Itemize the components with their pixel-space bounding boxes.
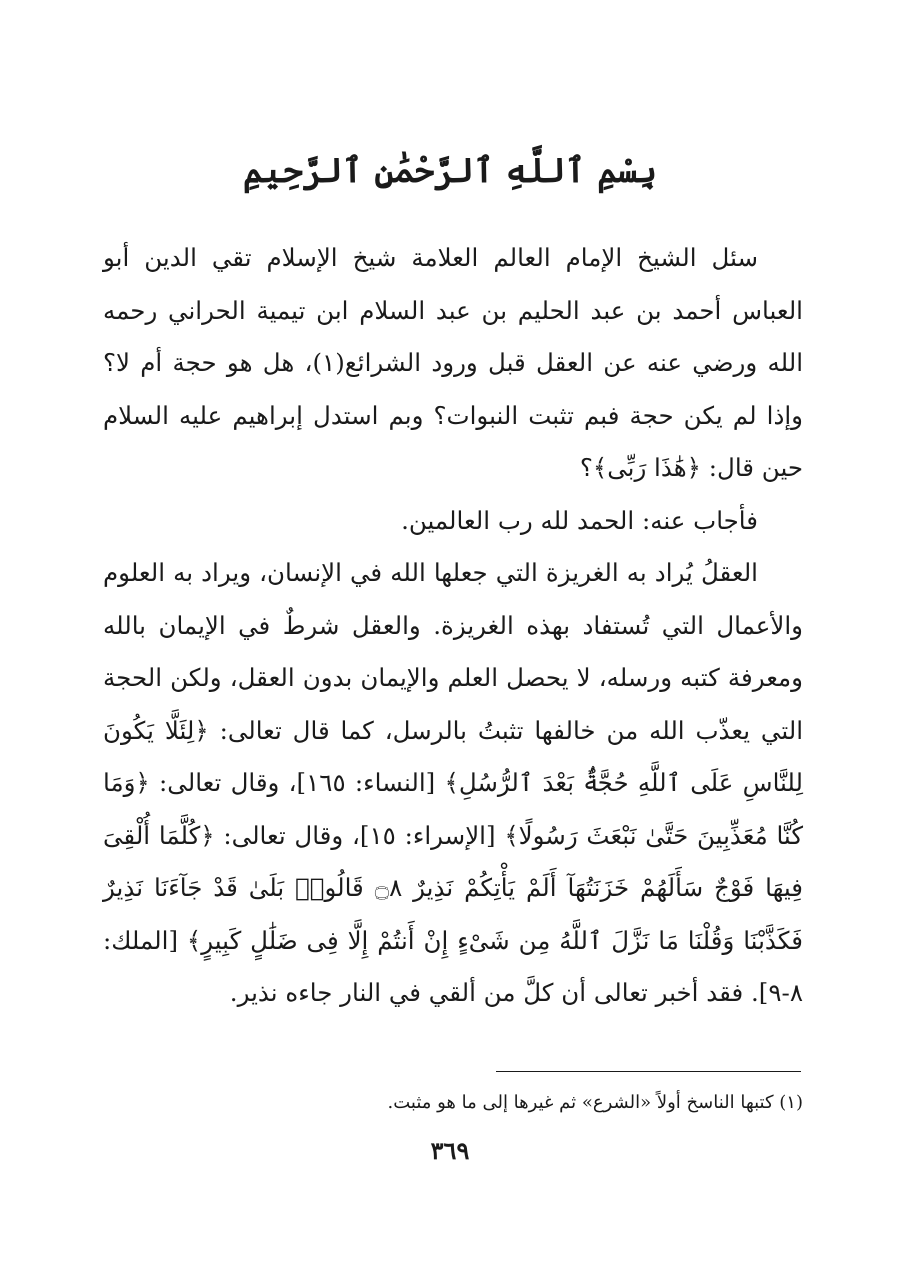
answer-opening-paragraph: فأجاب عنه: الحمد لله رب العالمين. — [401, 505, 758, 535]
main-text — [103, 232, 803, 1020]
answer-body-paragraph: العقلُ يُراد به الغريزة التي جعلها الله في الإنسان، ويراد به العلوم والأعمال التي تُستفاد بهذه الغريزة. والعقل شرطٌ في الإيمان بالله ومعرفة كتبه ورسله، لا يحصل العلم والإيمان بدون العقل، ولكن الحجة التي يعذّب الله من خالفها تثبتُ بالرسل، كما قال تعالى: ﴿لِئَلَّا يَكُونَ لِلنَّاسِ عَلَى ٱللَّهِ حُجَّةٌۢ بَعْدَ ٱلرُّسُلِ﴾ [النساء: ١٦٥]، وقال تعالى: ﴿وَمَا كُنَّا مُعَذِّبِينَ حَتَّىٰ نَبْعَثَ رَسُولًا﴾ [الإسراء: ١٥]، وقال تعالى: ﴿كُلَّمَا أُلْقِىَ فِيهَا فَوْجٌ سَأَلَهُمْ خَزَنَتُهَآ أَلَمْ يَأْتِكُمْ نَذِيرٌ ۝٨ قَالُوا۟ بَلَىٰ قَدْ جَآءَنَا نَذِيرٌ فَكَذَّبْنَا وَقُلْنَا مَا نَزَّلَ ٱللَّهُ مِن شَىْءٍ إِنْ أَنتُمْ إِلَّا فِى ضَلَٰلٍ كَبِيرٍ﴾ [الملك: ٨-٩]. فقد أخبر تعالى أن كلَّ من ألقي في النار جاءه نذير. — [103, 558, 804, 1007]
question-paragraph: سئل الشيخ الإمام العالم العلامة شيخ الإسلام تقي الدين أبو العباس أحمد بن عبد الحليم بن عبد السلام ابن تيمية الحراني رحمه الله ورضي عنه عن العقل قبل ورود الشرائع(١)، هل هو حجة أم لا؟ وإذا لم يكن حجة فبم تثبت النبوات؟ وبم استدل إبراهيم عليه السلام حين قال: ﴿هَٰذَا رَبِّى﴾؟ — [103, 243, 803, 482]
footnote-divider — [496, 1071, 801, 1072]
basmala-heading: بِسْمِ ٱللَّهِ ٱلرَّحْمَٰنِ ٱلرَّحِيمِ — [242, 151, 658, 191]
page-number: ٣٦٩ — [430, 1136, 470, 1165]
footnote: (١) كتبها الناسخ أولاً «الشرع» ثم غيرها إلى ما هو مثبت. — [387, 1092, 803, 1113]
